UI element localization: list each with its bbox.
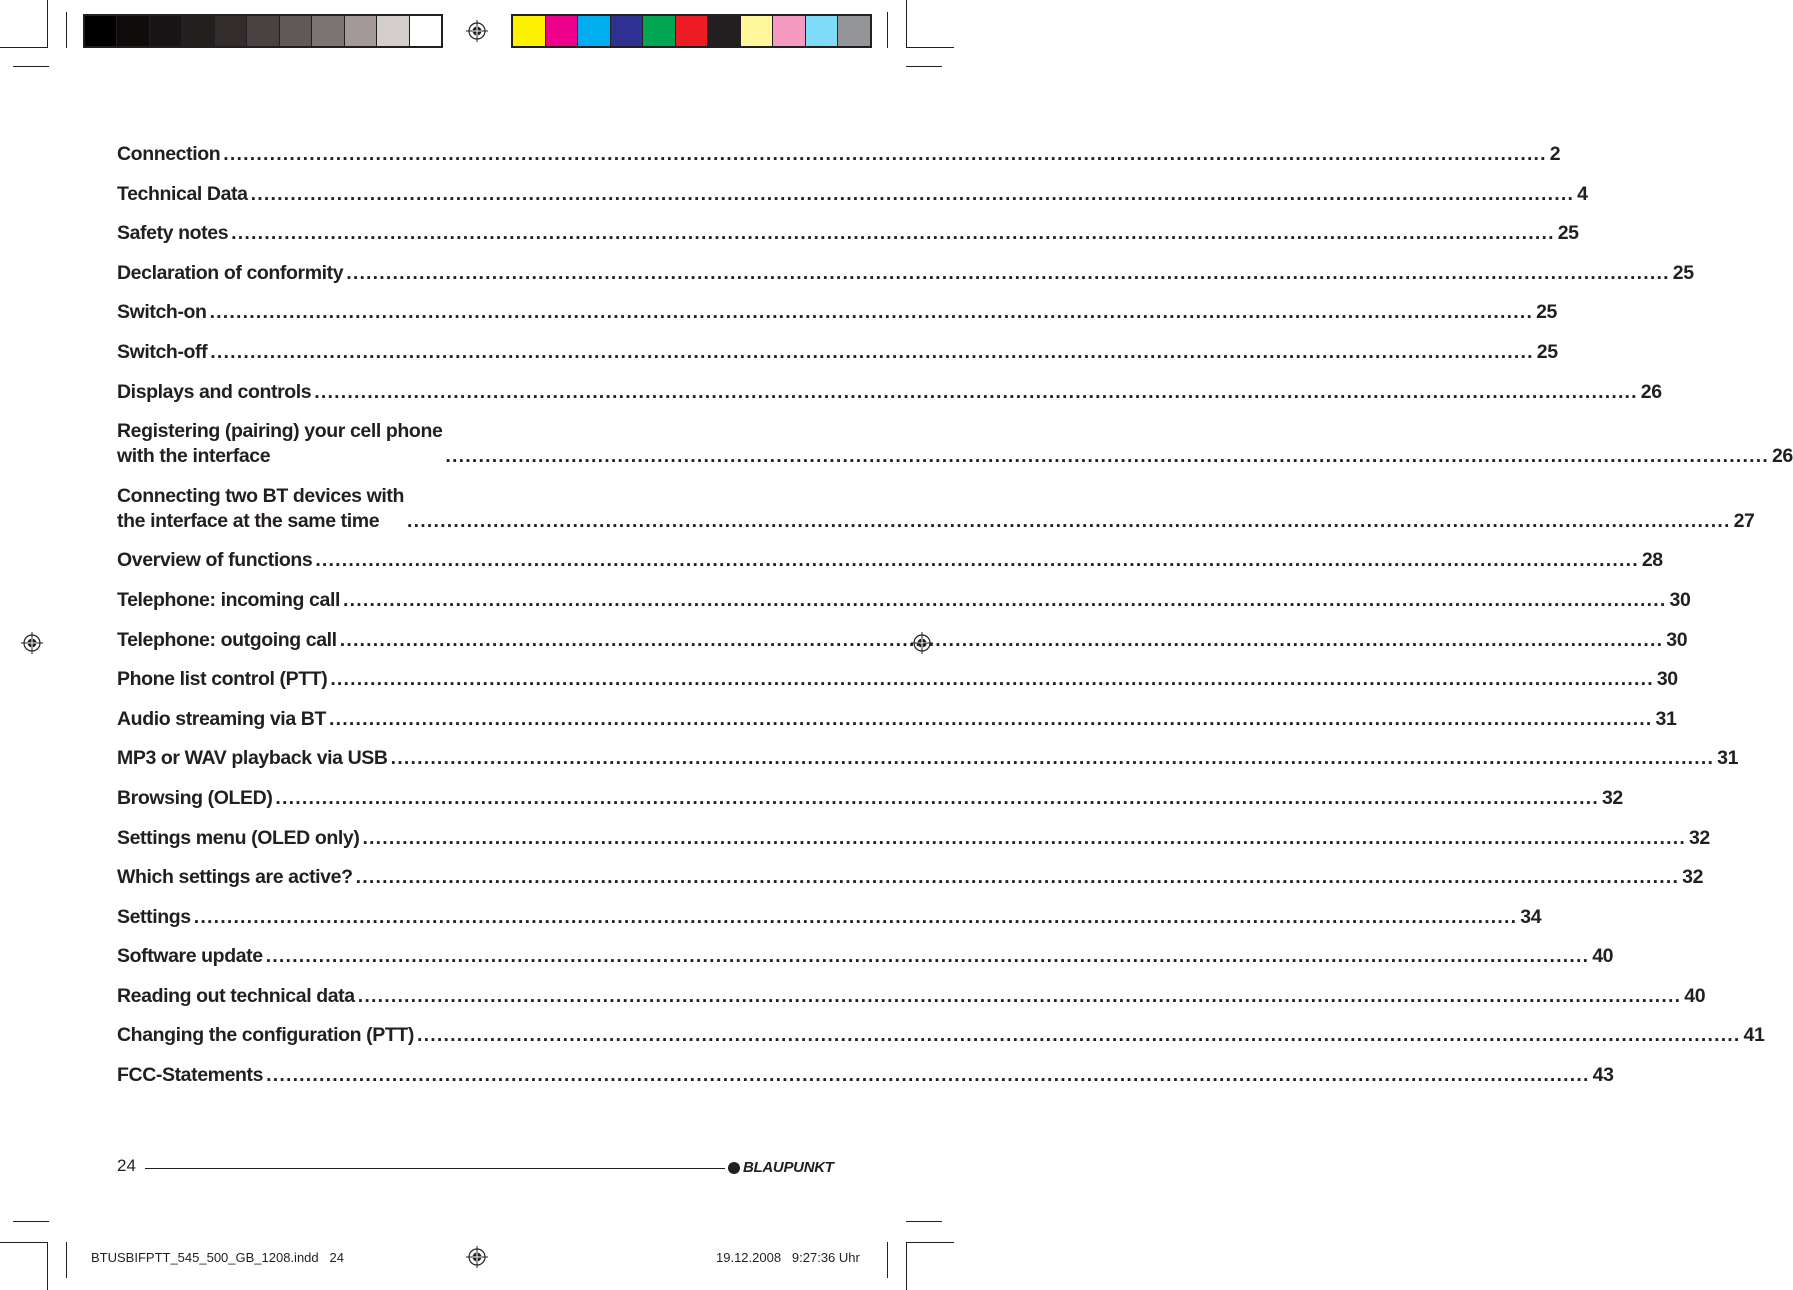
toc-leader-dots: ........................................................................................................................................................................................................ [355,866,1680,889]
color-swatch [345,16,377,46]
toc-entry[interactable] [117,221,1579,246]
color-swatch [182,16,214,46]
toc-leader-dots: ........................................................................................................................................................................................................ [315,549,1639,572]
toc-entry[interactable] [117,182,1588,207]
toc-entry[interactable] [117,628,1688,653]
toc-entry-page: 40 [1592,945,1614,968]
slug-filename: BTUSBIFPTT_545_500_GB_1208.indd 24 [91,1250,344,1265]
toc-leader-dots: ........................................................................................................................................................................................................ [417,1024,1741,1047]
toc-leader-dots: ........................................................................................................................................................................................................ [265,945,1590,968]
toc-entry-title: FCC-Statements [117,1064,264,1087]
toc-entry[interactable] [117,944,1614,969]
toc-entry-title: Phone list control (PTT) [117,668,328,691]
toc-leader-dots: ........................................................................................................................................................................................................ [266,1064,1590,1087]
toc-leader-dots: ........................................................................................................................................................................................................ [445,445,1769,468]
toc-entry-page: 26 [1640,380,1662,403]
grey-calibration-bar [83,14,443,48]
color-swatch [643,16,676,46]
crop-mark [0,47,48,48]
crop-mark [0,1242,48,1243]
toc-entry-page: 4 [1577,182,1588,205]
toc-entry[interactable] [117,261,1694,286]
toc-entry-title: Registering (pairing) your cell phone with the interface [117,420,443,468]
toc-entry-title: Connecting two BT devices with the interface at the same time [117,484,405,532]
footer-rule [145,1168,725,1169]
color-swatch [611,16,644,46]
toc-entry[interactable] [117,380,1662,405]
crop-mark [13,66,49,67]
color-swatch [578,16,611,46]
toc-entry-page: 26 [1771,445,1793,468]
color-calibration-bar [511,14,872,48]
slug-timestamp: 19.12.2008 9:27:36 Uhr [716,1250,860,1265]
toc-entry-page: 34 [1520,905,1542,928]
toc-entry-title: Software update [117,945,263,968]
crop-mark [47,1242,48,1290]
crop-mark [906,1242,954,1243]
toc-entry[interactable] [117,548,1663,573]
toc-entry[interactable] [117,588,1691,613]
color-swatch [247,16,279,46]
toc-entry-page: 30 [1669,588,1691,611]
toc-entry-page: 31 [1655,707,1677,730]
toc-entry[interactable] [117,746,1739,771]
crop-mark [887,1242,888,1278]
color-swatch [280,16,312,46]
toc-entry-page: 28 [1641,549,1663,572]
toc-leader-dots: ........................................................................................................................................................................................................ [346,261,1670,284]
color-swatch [215,16,247,46]
crop-mark [906,1242,907,1290]
color-swatch [513,16,546,46]
toc-entry[interactable] [117,1023,1765,1048]
toc-entry[interactable] [117,826,1710,851]
toc-entry-title: Browsing (OLED) [117,786,273,809]
toc-entry-page: 25 [1557,222,1579,245]
toc-entry[interactable] [117,707,1677,732]
toc-entry[interactable] [117,340,1558,365]
toc-leader-dots: ........................................................................................................................................................................................................ [407,509,1731,532]
color-swatch [85,16,117,46]
toc-entry-page: 32 [1601,786,1623,809]
toc-entry-title: Telephone: outgoing call [117,628,337,651]
color-swatch [773,16,806,46]
crop-mark [66,12,67,48]
color-swatch [377,16,409,46]
toc-entry-title: Settings [117,905,191,928]
color-swatch [838,16,870,46]
toc-entry-page: 43 [1592,1064,1614,1087]
toc-entry-title: Declaration of conformity [117,261,344,284]
toc-entry[interactable] [117,984,1706,1009]
toc-leader-dots: ........................................................................................................................................................................................................ [339,628,1664,651]
toc-entry-title: Which settings are active? [117,866,353,889]
registration-mark-icon [466,20,488,42]
toc-entry-title: Technical Data [117,182,248,205]
toc-leader-dots: ........................................................................................................................................................................................................ [231,222,1555,245]
toc-entry[interactable] [117,1063,1614,1088]
toc-leader-dots: ........................................................................................................................................................................................................ [314,380,1638,403]
toc-leader-dots: ........................................................................................................................................................................................................ [330,668,1654,691]
page-number: 24 [117,1156,136,1175]
toc-entry-title: Overview of functions [117,549,313,572]
crop-mark [47,0,48,48]
toc-entry-page: 25 [1672,261,1694,284]
toc-entry[interactable] [117,300,1557,325]
toc-entry-page: 25 [1536,340,1558,363]
color-swatch [117,16,149,46]
color-swatch [676,16,709,46]
crop-mark [906,1221,942,1222]
toc-leader-dots: ........................................................................................................................................................................................................ [250,182,1575,205]
toc-leader-dots: ........................................................................................................................................................................................................ [329,707,1653,730]
toc-entry-title: Switch-off [117,340,208,363]
toc-entry-title: Safety notes [117,222,229,245]
color-swatch [708,16,741,46]
toc-leader-dots: ........................................................................................................................................................................................................ [357,984,1682,1007]
toc-entry-page: 32 [1682,866,1704,889]
toc-entry-page: 32 [1688,826,1710,849]
crop-mark [906,47,954,48]
toc-entry-title: Displays and controls [117,380,312,403]
toc-entry-title: Telephone: incoming call [117,588,340,611]
toc-entry[interactable] [117,786,1623,811]
registration-mark-icon [466,1246,488,1268]
toc-entry[interactable] [117,667,1678,692]
color-swatch [806,16,839,46]
table-of-contents [117,142,1793,1103]
toc-entry-title: Switch-on [117,301,207,324]
brand-wordmark: BLAUPUNKT [743,1159,834,1176]
registration-mark-icon [21,632,43,654]
toc-entry[interactable] [117,419,1793,469]
toc-entry-page: 41 [1743,1024,1765,1047]
toc-entry-page: 30 [1656,668,1678,691]
crop-mark [906,0,907,48]
toc-leader-dots: ........................................................................................................................................................................................................ [209,301,1534,324]
toc-entry-page: 2 [1549,143,1561,165]
toc-entry-page: 30 [1666,628,1688,651]
toc-leader-dots: ........................................................................................................................................................................................................ [210,340,1534,363]
crop-mark [906,66,942,67]
brand-logo [728,1159,834,1176]
toc-leader-dots: ........................................................................................................................................................................................................ [275,786,1599,809]
toc-entry-title: MP3 or WAV playback via USB [117,747,388,770]
toc-entry-title: Connection [117,143,221,165]
color-swatch [150,16,182,46]
brand-dot-icon [728,1162,740,1174]
color-swatch [312,16,344,46]
toc-entry-title: Audio streaming via BT [117,707,326,730]
toc-entry-title: Reading out technical data [117,984,355,1007]
toc-entry[interactable] [117,905,1542,930]
toc-entry[interactable] [117,484,1755,534]
crop-mark [13,1221,49,1222]
toc-leader-dots: ........................................................................................................................................................................................................ [390,747,1715,770]
toc-leader-dots: ........................................................................................................................................................................................................ [342,588,1667,611]
crop-mark [887,12,888,48]
color-swatch [546,16,579,46]
crop-mark [66,1242,67,1278]
toc-leader-dots: ........................................................................................................................................................................................................ [223,143,1547,165]
toc-entry-title: Changing the configuration (PTT) [117,1024,414,1047]
toc-entry-title: Settings menu (OLED only) [117,826,360,849]
toc-leader-dots: ........................................................................................................................................................................................................ [193,905,1518,928]
toc-leader-dots: ........................................................................................................................................................................................................ [362,826,1686,849]
toc-entry-page: 40 [1684,984,1706,1007]
toc-entry[interactable] [117,142,1561,167]
toc-entry-page: 31 [1717,747,1739,770]
color-swatch [410,16,441,46]
toc-entry[interactable] [117,865,1704,890]
toc-entry-page: 25 [1536,301,1557,324]
color-swatch [741,16,774,46]
toc-entry-page: 27 [1733,509,1755,532]
